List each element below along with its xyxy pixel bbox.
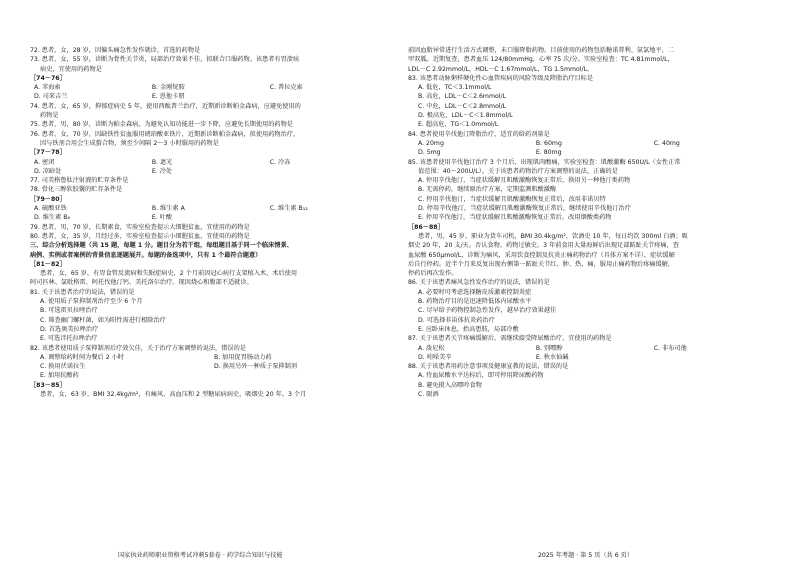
answer-option: E. 80mg xyxy=(535,149,562,157)
answer-option: C. 维生素 B₁₂ xyxy=(269,205,308,213)
text-line: C. 中危，LDL－C＜2.8mmol/L xyxy=(418,102,507,110)
answer-option: B. 别嘌醇 xyxy=(535,344,563,352)
text-line: 甲双胍。近期复查，患者血压 124/80mmHg，心率 75 次/分。实验室检查：TC 4.81mmol/L， xyxy=(408,56,674,64)
text-line: 值范围：40～200U/L）。关于该患者药物治疗方案调整的说法，正确的是 xyxy=(418,167,618,175)
answer-option: A. 调整给药时间为餐后 2 小时 xyxy=(40,353,124,361)
answer-option: E. 恩他卡朋 xyxy=(151,93,185,101)
text-line: 87. 关于该患者关节疼痛缓解后，需继续接受降尿酸治疗，宜使用的药物是 xyxy=(408,335,612,343)
answer-option: D. 吲哚美辛 xyxy=(418,353,452,361)
text-line: A. 使用质子泵抑制剂治疗至少 6 个月 xyxy=(40,298,143,306)
text-line: 75. 患者，男，80 岁，诊断为帕金森病，为避免认知功能进一步下降，应避免长期使用的药物是 xyxy=(30,121,293,129)
footer-title: 国家执业药师职业资格考试冲刺5套卷 · 药学综合知识与技能 xyxy=(118,552,283,559)
text-line: A. 停用辛伐他汀，当症状缓解且肌酸激酶恢复正常后，换用另一种他汀类药物 xyxy=(418,177,631,185)
text-line: D. 可选择非甾体抗炎药治疗 xyxy=(418,316,495,324)
text-line: 病史，宜使用的药物是 xyxy=(40,65,102,73)
option-row xyxy=(30,83,388,92)
text-line: 三、综合分析选择题（共 15 题，每题 1 分。题目分为若干组，每组题目基于同一个临床情景、 xyxy=(30,242,293,250)
answer-option: B. 遮光 xyxy=(151,158,173,166)
option-row xyxy=(30,158,388,167)
answer-option: C. 换用伏诺拉生 xyxy=(40,363,86,371)
text-line: A. 低危，TC＜3.1mmol/L xyxy=(418,84,492,92)
text-line: LDL－C 2.92mmol/L，HDL－C 1.67mmol/L，TG 1.5mmol/L。 xyxy=(408,65,594,73)
answer-option: D. 维生素 B₆ xyxy=(34,214,70,222)
option-row xyxy=(30,204,388,213)
text-line: 81. 关于该患者治疗的说法，错误的是 xyxy=(30,288,135,296)
option-row xyxy=(30,353,388,362)
question-group-label: ［79－80］ xyxy=(30,195,66,203)
option-row xyxy=(30,213,388,222)
text-line: 因与铁剂合用会生成螯合物，须至少间隔 2～3 小时服用的药物是 xyxy=(40,139,219,147)
question-group-label: ［74－76］ xyxy=(30,74,66,82)
answer-option: D. 5mg xyxy=(418,149,441,157)
answer-option: B. 加用促胃肠动力药 xyxy=(214,353,272,361)
text-line: B. 无需停药，继续原治疗方案，定期监测肌酸激酶 xyxy=(418,186,557,194)
answer-option: D. 凉暗处 xyxy=(34,167,62,175)
text-line: C. 尽早给予药物控制急性发作，越早治疗效果越佳 xyxy=(418,307,557,315)
text-line: 烟史 20 年，20 支/天。否认食物、药物过敏史。3 年前食用大量海鲜后出现足部跖趾关节疼痛，查 xyxy=(408,242,679,250)
text-line: D. 首选奥美拉唑治疗 xyxy=(40,325,99,333)
text-line: 72. 患者，女，28 岁，因偏头痛急性发作就诊，首选的药物是 xyxy=(30,47,201,54)
question-group-label: ［77－78］ xyxy=(30,149,66,157)
question-group-label: ［83－85］ xyxy=(30,381,66,389)
answer-option: A. 密闭 xyxy=(34,158,55,166)
footer-page-number: 2025 年考题 · 第 5 页（共 6 页） xyxy=(538,552,634,559)
text-line: 76. 患者，女，70 岁，因缺铁性贫血服用琥珀酸亚铁片，近期新诊断帕金森病，拟使用药物治疗， xyxy=(30,130,300,138)
answer-option: E. 冷处 xyxy=(151,167,173,175)
text-line: C. 限酒 xyxy=(418,390,439,398)
text-line: D. 极高危，LDL－C＜1.8mmol/L xyxy=(418,112,513,120)
text-line: 患者，男，45 岁，职业为货车司机，BMI 30.4kg/m²，饮酒史 10 年，每日约饮 300ml 白酒；吸 xyxy=(418,232,688,240)
text-line: 病例、实例或者案例的背景信息逐题展开。每题的备选项中，只有 1 个最符合题意） xyxy=(30,251,262,259)
text-line: C. 筛查幽门螺杆菌，如为阳性需进行根除治疗 xyxy=(40,316,166,324)
text-line: B. 可选雷贝拉唑治疗 xyxy=(40,307,98,315)
answer-option: E. 秋水仙碱 xyxy=(535,353,569,361)
text-line: 患者，女，65 岁，有胃食管反流病和失眠症病史，2 个月前因冠心病行支架植入术，术后使用 xyxy=(40,270,298,278)
option-row xyxy=(30,167,388,176)
text-line: 82. 该患者使用质子泵抑制剂后疗效欠佳，关于治疗方案调整的说法，错误的是 xyxy=(30,344,246,352)
option-row xyxy=(30,92,388,101)
text-line: 79. 患者，男，70 岁，长期素食，实验室检查提示大细胞贫血，宜使用的药物是 xyxy=(30,223,250,231)
option-row xyxy=(408,148,772,157)
text-line: 86. 关于该患者痛风急性发作治疗的说法，错误的是 xyxy=(408,279,550,287)
text-line: A. 必要时可考虑选择糖皮质激素控制炎症 xyxy=(418,288,532,296)
text-line: B. 避免摄入高嘌呤食物 xyxy=(418,381,482,389)
answer-option: A. 苯海索 xyxy=(34,84,61,92)
answer-option: C. 普拉克索 xyxy=(269,84,303,92)
text-line: E. 应卧床休息，抬高患肢，局部冷敷 xyxy=(418,325,519,333)
option-row xyxy=(408,139,772,148)
text-line: 阿司匹林、氯吡格雷、阿托伐他汀钙、美托洛尔治疗。现因烧心和腹部不适就诊。 xyxy=(30,279,253,287)
text-line: 84. 患者使用辛伐他汀降脂治疗，适宜的给药剂量是 xyxy=(408,130,550,138)
text-line: 后自行停药。近半个月来反复出现右侧第一跖趾关节红、肿、热、痛，服用止痛药物后疼痛缓解， xyxy=(408,260,675,268)
answer-option: A. 泼尼松 xyxy=(418,344,445,352)
text-line: 80. 患者，女，35 岁，月经过多，实验室检查提示小细胞贫血，宜使用的药物是 xyxy=(30,232,250,240)
right-column xyxy=(408,46,772,399)
text-line: 前因血脂异常进行生活方式调整，未口服降脂药物。目前使用的药物包括糖诺普利、氨氯地平、二 xyxy=(408,47,675,54)
text-line: 73. 患者，女，55 岁，诊断为骨性关节炎，局部治疗效果不佳，拟联合口服药物。该患者有胃溃疡 xyxy=(30,56,300,64)
text-line: E. 加用抗酸药 xyxy=(40,372,79,380)
answer-option: C. 非布司他 xyxy=(653,344,687,352)
question-group-label: ［81－82］ xyxy=(30,260,66,268)
text-line: B. 高危，LDL－C＜2.6mmol/L xyxy=(418,93,507,101)
text-line: B. 药物治疗目的是迅速降低体内尿酸水平 xyxy=(418,298,532,306)
answer-option: B. 维生素 A xyxy=(151,205,185,213)
answer-option: E. 叶酸 xyxy=(151,214,173,222)
question-group-label: ［86－88］ xyxy=(408,223,444,231)
answer-option: C. 冷冻 xyxy=(269,158,291,166)
text-line: E. 停用辛伐他汀，当症状缓解且肌酸激酶恢复正常后，改用烟酸类药物 xyxy=(418,214,612,222)
text-line: 74. 患者，女，65 岁，抑郁症病史 5 年，使用西酞普兰治疗，近期新诊断帕金森病，应避免使用的 xyxy=(30,102,301,110)
text-line: 停药后再次发作。 xyxy=(408,270,458,278)
answer-option: B. 金刚烷胺 xyxy=(151,84,185,92)
answer-option: D. 司来吉兰 xyxy=(34,93,68,101)
left-column xyxy=(30,46,388,399)
answer-option: B. 60mg xyxy=(535,139,562,147)
answer-option: A. 20mg xyxy=(418,139,444,147)
answer-option: D. 换用另外一种质子泵抑制剂 xyxy=(214,363,297,371)
text-line: 血尿酸 650μmol/L，诊断为痛风，采用饮食控制及抗炎止痛药物治疗（具体方案不详），症状缓解 xyxy=(408,251,675,259)
text-line: 78. 骨化三醇软胶囊的贮存条件是 xyxy=(30,186,123,194)
text-line: D. 停用辛伐他汀，当症状缓解且肌酸激酶恢复正常后，继续使用辛伐他汀治疗 xyxy=(418,205,631,213)
text-line: C. 停用辛伐他汀，当症状缓解且肌酸激酶恢复正常后，改用非诺贝特 xyxy=(418,195,606,203)
text-line: 药物是 xyxy=(40,112,59,120)
text-line: 83. 该患者动脉粥样硬化性心血管疾病的风险等级及降脂治疗目标是 xyxy=(408,74,594,82)
text-line: A. 待血尿酸水平达标后，即可停用降尿酸药物 xyxy=(418,372,544,380)
text-line: 患者，女，63 岁，BMI 32.4kg/m²，有痛风、高血压和 2 型糖尿病病史，吸烟史 20 年。3 个月 xyxy=(40,390,307,398)
answer-option: A. 硫酸亚铁 xyxy=(34,205,67,213)
option-row xyxy=(408,344,772,353)
text-line: 77. 司美格鲁肽注射液的贮存条件是 xyxy=(30,177,129,185)
answer-option: C. 40mg xyxy=(653,139,680,147)
text-line: 88. 关于该患者用药注意事项及健康宣教的说法，错误的是 xyxy=(408,363,569,371)
text-line: 85. 该患者使用辛伐他汀治疗 3 个月后，出现肌肉酸痛，实验室检查：肌酸激酶 650U/L（女性正常 xyxy=(408,158,681,166)
option-row xyxy=(30,362,388,371)
text-line: E. 可选泮托拉唑治疗 xyxy=(40,335,98,343)
text-line: E. 超高危，TG＜1.0mmol/L xyxy=(418,121,499,129)
option-row xyxy=(408,353,772,362)
